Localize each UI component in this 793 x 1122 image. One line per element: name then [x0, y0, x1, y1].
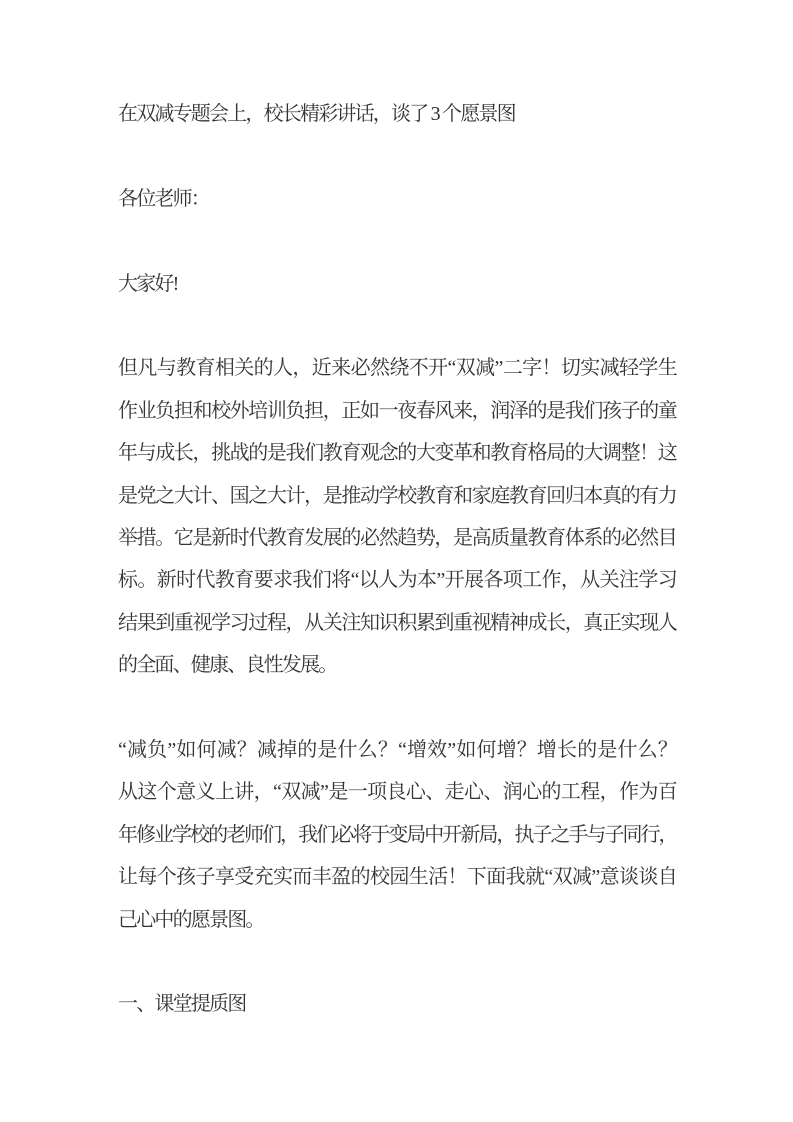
- body-paragraph-2: [118, 729, 676, 941]
- paragraph-1-line-2: 作业负担和校外培训负担，正如一夜春风来，润泽的是我们孩子的童: [118, 399, 676, 422]
- greeting-block: [118, 263, 676, 305]
- salutation-block: [118, 178, 676, 220]
- paragraph-1-line-4: 是党之大计、国之大计，是推动学校教育和家庭教育回归本真的有力: [118, 484, 676, 507]
- document-title: 在双减专题会上，校长精彩讲话，谈了 3 个愿景图: [118, 103, 515, 125]
- section-heading-block: [118, 983, 676, 1025]
- greeting: 大家好!: [118, 272, 178, 295]
- document-body: [118, 93, 676, 1026]
- paragraph-1-line-6: 标。新时代教育要求我们将“以人为本”开展各项工作，从关注学习: [118, 569, 676, 592]
- paragraph-2-line-4: 让每个孩子享受充实而丰盈的校园生活！下面我就“双减”意谈谈自: [118, 866, 676, 889]
- paragraph-1-line-1: 但凡与教育相关的人，近来必然绕不开“双减”二字！切实减轻学生: [118, 357, 676, 380]
- salutation: 各位老师：: [118, 187, 209, 210]
- paragraph-2-line-1: “减负”如何减？减掉的是什么？“增效”如何增？增长的是什么？: [118, 739, 676, 762]
- paragraph-2-line-2: 从这个意义上讲，“双减”是一项良心、走心、润心的工程，作为百: [118, 781, 676, 804]
- paragraph-1-line-5: 举措。它是新时代教育发展的必然趋势，是高质量教育体系的必然目: [118, 527, 676, 550]
- paragraph-1-line-3: 年与成长，挑战的是我们教育观念的大变革和教育格局的大调整！这: [118, 442, 676, 465]
- body-paragraph-1: [118, 347, 676, 686]
- paragraph-1-line-8: 的全面、健康、良性发展。: [118, 654, 337, 677]
- section-heading: 一、课堂提质图: [118, 993, 246, 1016]
- paragraph-1-line-7: 结果到重视学习过程，从关注知识积累到重视精神成长，真正实现人: [118, 611, 676, 634]
- title-block: [118, 93, 676, 135]
- paragraph-2-line-3: 年修业学校的老师们，我们必将于变局中开新局，执子之手与子同行，: [118, 823, 676, 846]
- paragraph-2-line-5: 己心中的愿景图。: [118, 908, 264, 931]
